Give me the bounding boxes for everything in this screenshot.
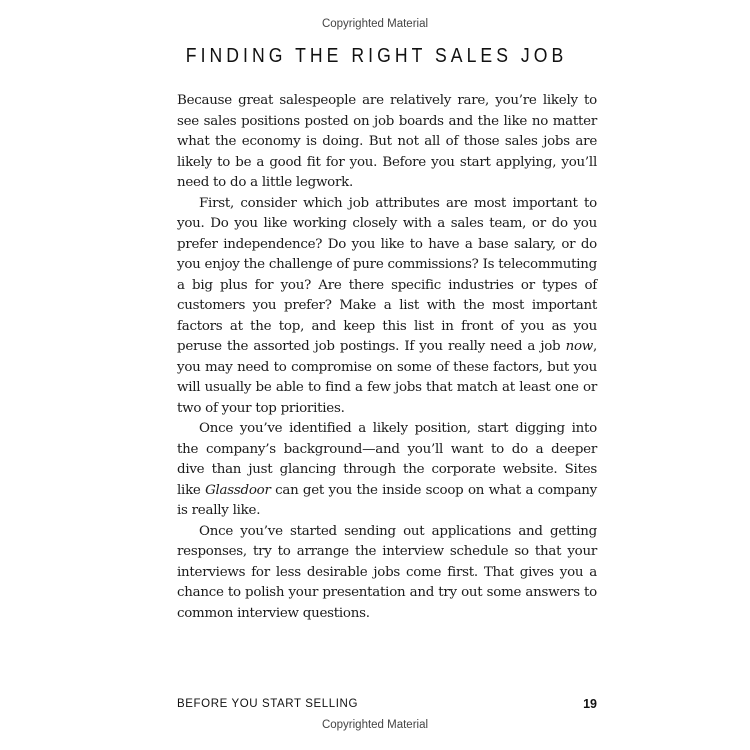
paragraph-text: , you may need to compromise on some of these factors, but you will usually be able to find a few jobs that match at least one or two of your top priorities. [177,339,597,416]
copyright-notice-top: Copyrighted Material [321,18,429,30]
paragraph-3 [177,419,597,522]
body-text [177,91,597,624]
running-footer: BEFORE YOU START SELLING [177,698,358,710]
paragraph-text: First, consider which job attributes are most important to you. Do you like working closely with a sales team, or do you prefer independence? Do you like to have a base salary, or do you enjoy the challenge of pure commissions? Is telecommuting a big plus for you? Are there specific industries or types of customers you prefer? Make a list with the most important factors at the top, and keep this list in front of you as you peruse the assorted job postings. If you really need a job [177,195,597,354]
copyright-notice-bottom: Copyrighted Material [321,719,429,731]
page-number: 19 [583,697,597,711]
paragraph-text: Once you’ve started sending out applications and getting responses, try to arrange the interview schedule so that your interviews for less desirable jobs come first. That gives you a chance to polish your presentation and try out some answers to common interview questions. [177,523,597,621]
emphasis-text: Glassdoor [205,482,271,498]
paragraph-text: can get you the inside scoop on what a company is really like. [177,482,597,518]
paragraph-1 [177,91,597,194]
section-title: FINDING THE RIGHT SALES JOB [185,45,568,67]
paragraph-text: Once you’ve identified a likely position, start digging into the company’s background—and you’ll want to do a deeper dive than just glancing through the corporate website. Sites like [177,421,597,498]
paragraph-4 [177,522,597,625]
paragraph-text: Because great salespeople are relatively rare, you’re likely to see sales positions posted on job boards and the like no matter what the economy is doing. But not all of those sales jobs are likely to be a good fit for you. Before you start applying, you’ll need to do a little legwork. [177,93,597,190]
paragraph-2 [177,194,597,420]
emphasis-text: now [565,339,593,354]
